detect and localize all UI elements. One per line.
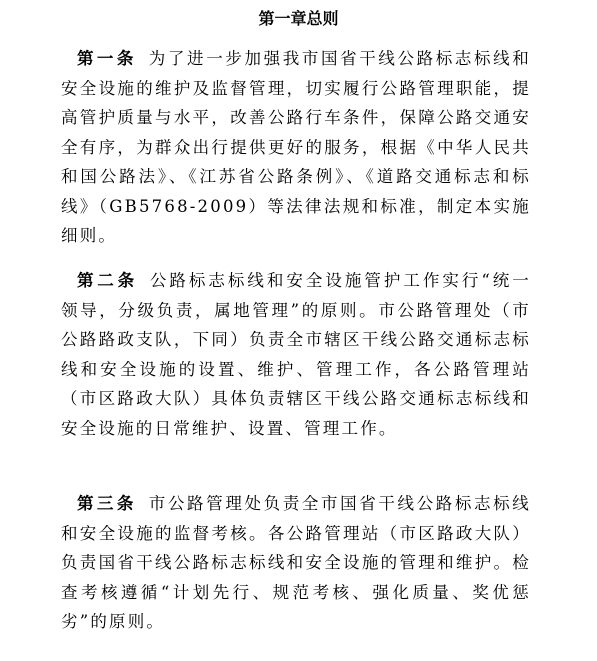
article-3 xyxy=(61,489,531,637)
article-3-label: 第三条 xyxy=(77,494,137,513)
article-1-label: 第一条 xyxy=(77,49,137,68)
article-2 xyxy=(61,266,531,443)
chapter-title: 第一章总则 xyxy=(258,9,339,28)
article-1 xyxy=(61,44,531,251)
article-2-text: 公路标志标线和安全设施管护工作实行“统一领导，分级负责，属地管理”的原则。市公路管理处（市公路路政支队，下同）负责全市辖区干线公路交通标志标线和安全设施的设置、维护、管理工作，各公路管理站（市区路政大队）具体负责辖区干线公路交通标志标线和安全设施的日常维护、设置、管理工作。 xyxy=(61,271,532,438)
article-3-text: 市公路管理处负责全市国省干线公路标志标线和安全设施的监督考核。各公路管理站（市区路政大队）负责国省干线公路标志标线和安全设施的管理和维护。检查考核遵循“计划先行、规范考核、强化质量、奖优惩劣”的原则。 xyxy=(61,494,532,631)
article-1-text: 为了进一步加强我市国省干线公路标志标线和安全设施的维护及监督管理，切实履行公路管理职能，提高管护质量与水平，改善公路行车条件，保障公路交通安全有序，为群众出行提供更好的服务，根据《中华人民共和国公路法》、《江苏省公路条例》、《道路交通标志和标线》（GB5768-2009）等法律法规和标准，制定本实施细则。 xyxy=(61,49,532,245)
article-2-label: 第二条 xyxy=(77,271,138,290)
